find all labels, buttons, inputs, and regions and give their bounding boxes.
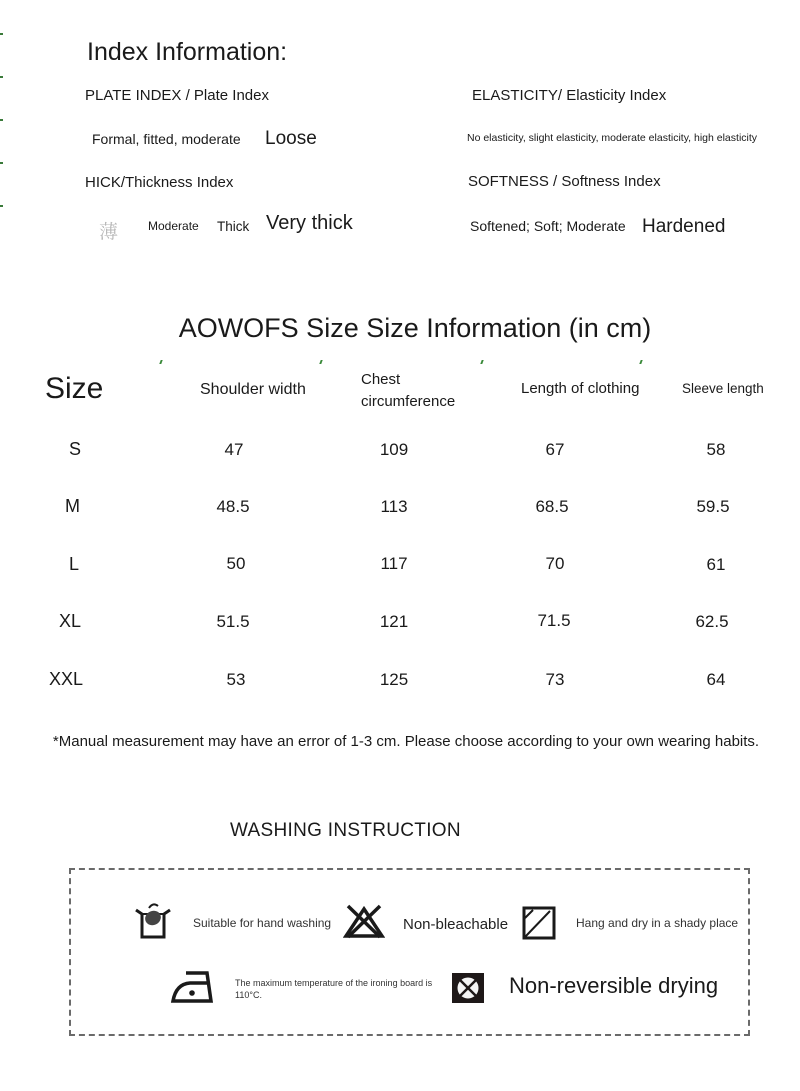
decorative-mark bbox=[639, 360, 642, 364]
no-tumble-dry-label: Non-reversible drying bbox=[509, 973, 719, 998]
sleeve-value: 58 bbox=[706, 440, 726, 459]
column-header-sleeve: Sleeve length bbox=[682, 381, 764, 396]
chest-value: 109 bbox=[379, 440, 409, 459]
softness-options: Softened; Soft; Moderate bbox=[470, 218, 626, 234]
plate-index-heading: PLATE INDEX / Plate Index bbox=[85, 87, 269, 104]
thickness-option-moderate: Moderate bbox=[148, 219, 199, 233]
thickness-index-heading: HICK/Thickness Index bbox=[85, 174, 234, 191]
decorative-mark bbox=[0, 33, 3, 35]
size-label: XXL bbox=[49, 669, 84, 689]
iron-low-icon bbox=[170, 970, 214, 1004]
sleeve-value: 59.5 bbox=[696, 497, 730, 516]
softness-index-heading: SOFTNESS / Softness Index bbox=[468, 173, 661, 190]
no-tumble-dry-icon bbox=[451, 972, 485, 1004]
chest-value: 117 bbox=[380, 554, 408, 573]
thickness-option-thick: Thick bbox=[217, 219, 250, 234]
iron-temperature-label: The maximum temperature of the ironing board is 110°C. bbox=[235, 978, 433, 1000]
softness-selected: Hardened bbox=[642, 216, 726, 237]
size-label: L bbox=[69, 554, 80, 574]
sleeve-value: 62.5 bbox=[695, 612, 729, 631]
shoulder-value: 48.5 bbox=[216, 497, 250, 516]
decorative-mark bbox=[159, 360, 162, 364]
decorative-mark bbox=[480, 360, 483, 364]
decorative-mark bbox=[0, 205, 3, 207]
no-bleach-label: Non-bleachable bbox=[403, 916, 509, 933]
measurement-note: *Manual measurement may have an error of 1-3 cm. Please choose according to your own wearing habits. bbox=[52, 733, 760, 750]
decorative-mark bbox=[0, 162, 3, 164]
column-header-chest-line1: Chest bbox=[361, 371, 401, 388]
shade-dry-icon bbox=[522, 906, 556, 940]
length-value: 70 bbox=[545, 554, 565, 573]
shoulder-value: 47 bbox=[224, 440, 244, 459]
washing-instruction-box bbox=[69, 868, 750, 1036]
size-chart-title: AOWOFS Size Size Information (in cm) bbox=[178, 313, 652, 343]
no-bleach-icon bbox=[343, 903, 385, 939]
sleeve-value: 61 bbox=[706, 555, 726, 574]
elasticity-index-heading: ELASTICITY/ Elasticity Index bbox=[472, 87, 667, 104]
elasticity-index-options: No elasticity, slight elasticity, moderate elasticity, high elasticity bbox=[467, 132, 758, 144]
size-label: XL bbox=[59, 611, 82, 631]
hand-wash-icon bbox=[133, 900, 173, 940]
washing-title: WASHING INSTRUCTION bbox=[230, 820, 461, 841]
size-label: S bbox=[69, 439, 82, 459]
section-title: Index Information: bbox=[87, 38, 288, 66]
shade-dry-label: Hang and dry in a shady place bbox=[576, 916, 739, 930]
length-value: 71.5 bbox=[537, 611, 571, 630]
decorative-mark bbox=[0, 76, 3, 78]
column-header-shoulder: Shoulder width bbox=[200, 381, 306, 398]
chest-value: 125 bbox=[379, 670, 409, 689]
shoulder-value: 51.5 bbox=[216, 612, 250, 631]
column-header-size: Size bbox=[45, 372, 104, 405]
column-header-chest-line2: circumference bbox=[361, 393, 456, 410]
length-value: 68.5 bbox=[535, 497, 569, 516]
sleeve-value: 64 bbox=[706, 670, 726, 689]
size-label: M bbox=[65, 496, 80, 516]
plate-index-options: Formal, fitted, moderate bbox=[92, 131, 241, 147]
thickness-option-very-thick: Very thick bbox=[266, 212, 353, 234]
column-header-length: Length of clothing bbox=[521, 380, 640, 397]
plate-index-selected: Loose bbox=[265, 128, 317, 149]
shoulder-value: 53 bbox=[226, 670, 246, 689]
hand-wash-label: Suitable for hand washing bbox=[193, 916, 332, 930]
decorative-mark bbox=[319, 360, 322, 364]
shoulder-value: 50 bbox=[226, 554, 246, 573]
decorative-mark bbox=[0, 119, 3, 121]
chest-value: 113 bbox=[380, 497, 408, 516]
thickness-option-thin: 薄 bbox=[99, 222, 119, 243]
length-value: 73 bbox=[545, 670, 565, 689]
length-value: 67 bbox=[545, 440, 565, 459]
chest-value: 121 bbox=[379, 612, 409, 631]
